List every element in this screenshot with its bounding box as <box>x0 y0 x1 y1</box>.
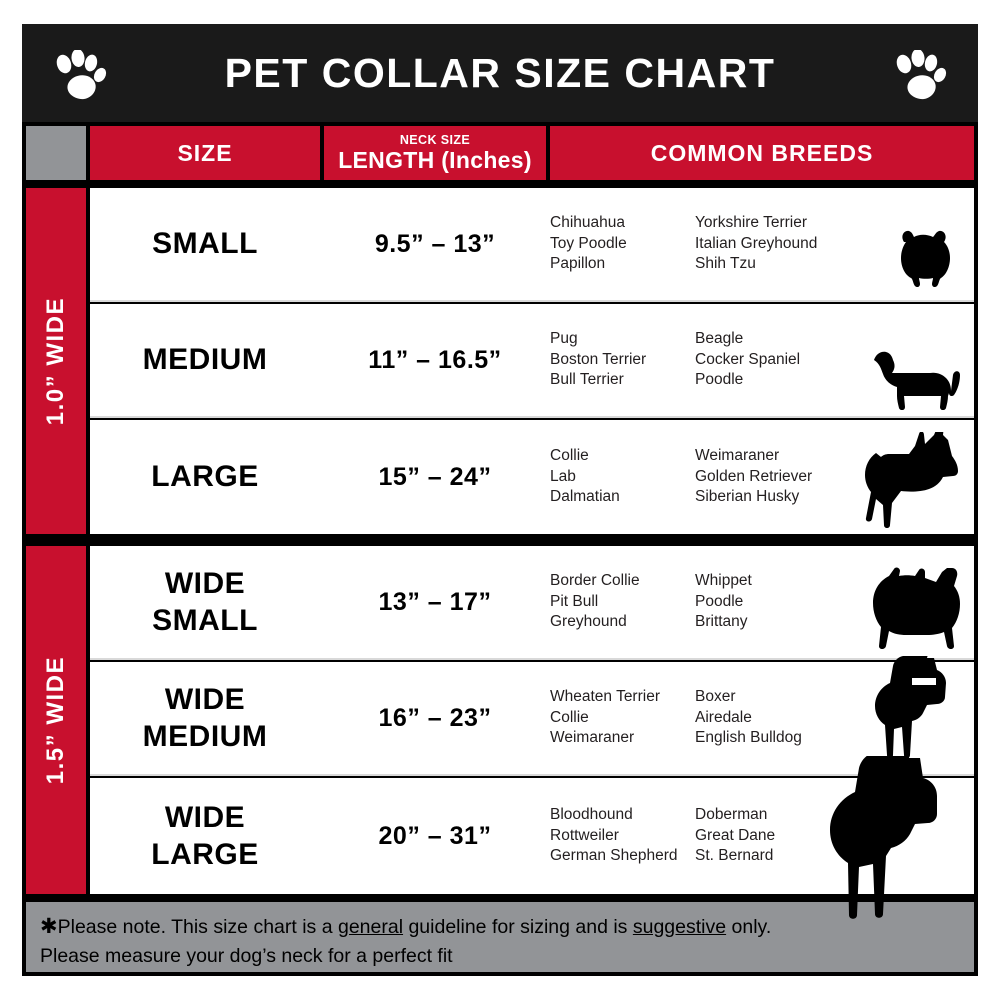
footer-line1-c: only. <box>726 916 772 938</box>
column-header-length-sub: NECK SIZE <box>399 133 471 148</box>
footer-line1-a: Please note. This size chart is a <box>57 916 338 938</box>
row-size-line1: WIDE <box>164 566 246 600</box>
bulldog-silhouette-icon <box>844 546 974 658</box>
column-header-length <box>324 126 546 180</box>
asterisk-icon: ✱ <box>40 915 58 938</box>
dachshund-silhouette-icon <box>844 304 974 416</box>
row-breeds-col2: Beagle Cocker Spaniel Poodle <box>695 330 801 389</box>
row-breeds-col1: Pug Boston Terrier Bull Terrier <box>550 330 647 389</box>
row-size <box>90 546 320 658</box>
paw-print-icon <box>892 50 948 102</box>
column-header-breeds: COMMON BREEDS <box>550 126 974 180</box>
group-divider <box>90 536 974 544</box>
row-breeds <box>550 778 840 894</box>
table-row <box>90 304 974 418</box>
row-size <box>90 188 320 300</box>
group-label-1-5-inch-text: 1.5” WIDE <box>42 655 69 785</box>
pomeranian-silhouette-icon <box>844 188 974 300</box>
row-breeds-col2: Yorkshire Terrier Italian Greyhound Shih Tzu <box>695 214 818 273</box>
chart-frame <box>22 24 978 976</box>
row-breeds <box>550 188 840 300</box>
row-length: 20” – 31” <box>378 821 492 850</box>
row-length: 11” – 16.5” <box>368 345 502 374</box>
row-breeds <box>550 662 840 774</box>
footer-underline-suggestive: suggestive <box>632 916 727 938</box>
row-breeds-col1: Wheaten Terrier Collie Weimaraner <box>550 688 660 747</box>
paw-print-icon <box>52 50 108 102</box>
row-breeds-col2: Weimaraner Golden Retriever Siberian Husky <box>695 447 813 506</box>
shepherd-silhouette-icon <box>844 420 974 534</box>
footer-line1-b: guideline for sizing and is <box>403 916 633 938</box>
row-breeds-col2: Whippet Poodle Brittany <box>695 572 752 631</box>
row-breeds-col2: Doberman Great Dane St. Bernard <box>695 806 776 865</box>
row-breeds-col1: Chihuahua Toy Poodle Papillon <box>550 214 627 273</box>
row-breeds <box>550 304 840 416</box>
doberman-silhouette-icon <box>802 756 972 946</box>
page-title: PET COLLAR SIZE CHART <box>224 49 776 96</box>
column-header-row <box>22 122 978 184</box>
group-label-1-5-inch <box>26 546 86 894</box>
row-size-line2: MEDIUM <box>142 720 268 753</box>
row-size-line1: LARGE <box>151 460 259 494</box>
row-size-line1: SMALL <box>152 227 258 261</box>
chart-header <box>22 24 978 122</box>
row-length: 13” – 17” <box>378 587 492 616</box>
row-size-line2: LARGE <box>151 838 259 871</box>
row-size <box>90 662 320 774</box>
row-size-line1: WIDE <box>164 682 246 716</box>
column-header-length-main: LENGTH (Inches) <box>338 146 532 173</box>
row-length: 16” – 23” <box>378 703 492 732</box>
row-breeds-col1: Bloodhound Rottweiler German Shepherd <box>550 806 678 865</box>
column-header-size: SIZE <box>90 126 320 180</box>
row-breeds-col2: Boxer Airedale English Bulldog <box>695 688 802 747</box>
row-breeds-col1: Collie Lab Dalmatian <box>550 447 620 506</box>
table-row <box>90 188 974 302</box>
row-breeds <box>550 546 840 658</box>
table-row <box>90 546 974 660</box>
row-size <box>90 778 320 894</box>
table-row <box>90 420 974 534</box>
row-breeds <box>550 420 840 534</box>
column-header-blank <box>26 126 86 180</box>
row-size <box>90 420 320 534</box>
footer-line-2: Please measure your dog’s neck for a perfect fit <box>40 945 453 968</box>
row-size-line1: MEDIUM <box>142 343 268 377</box>
group-label-1-inch <box>26 188 86 534</box>
row-length: 9.5” – 13” <box>374 229 496 258</box>
row-breeds-col1: Border Collie Pit Bull Greyhound <box>550 572 640 631</box>
row-size <box>90 304 320 416</box>
footer-underline-general: general <box>337 916 404 938</box>
row-length: 15” – 24” <box>378 462 492 491</box>
row-size-line2: SMALL <box>152 604 258 637</box>
group-label-1-inch-text: 1.0” WIDE <box>42 296 69 426</box>
row-size-line1: WIDE <box>164 800 246 834</box>
